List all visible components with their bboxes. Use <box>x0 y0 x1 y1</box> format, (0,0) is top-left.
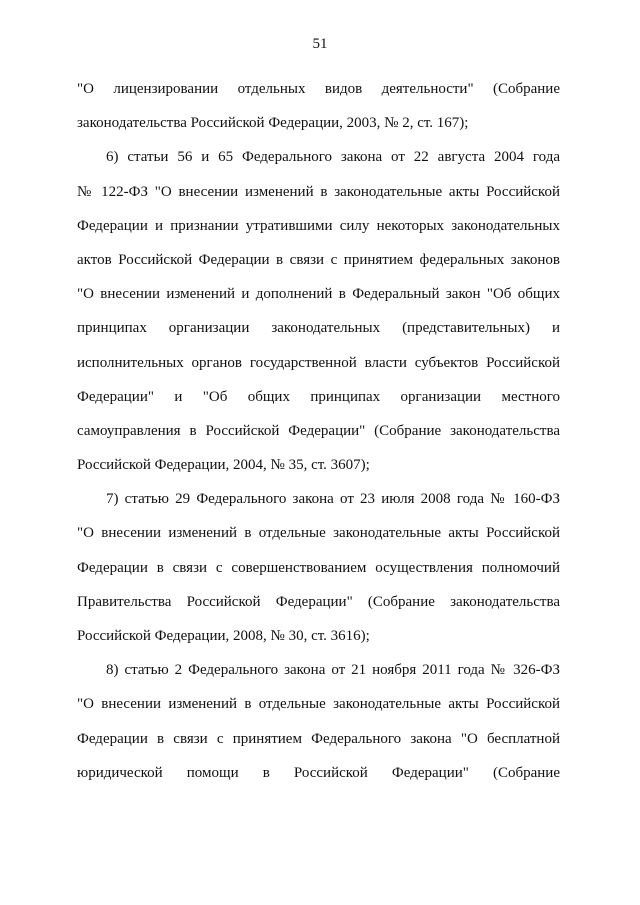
text-line: принципах организации законодательных (представительных) и <box>77 320 560 337</box>
text-line: самоуправления в Российской Федерации" (Собрание законодательства <box>77 422 560 439</box>
text-line: исполнительных органов государственной власти субъектов Российской <box>77 354 560 371</box>
page-number: 51 <box>312 36 328 52</box>
text-line: "О внесении изменений и дополнений в Федеральный закон "Об общих <box>77 286 560 303</box>
text-line: Российской Федерации, 2004, № 35, ст. 3607); <box>77 457 370 474</box>
text-line: юридической помощи в Российской Федерации" (Собрание <box>77 764 560 781</box>
text-line: законодательства Российской Федерации, 2003, № 2, ст. 167); <box>77 115 469 132</box>
text-line: 6) статьи 56 и 65 Федерального закона от 22 августа 2004 года <box>106 149 560 166</box>
text-line: "О внесении изменений в отдельные законодательные акты Российской <box>77 696 560 713</box>
text-line: Правительства Российской Федерации" (Собрание законодательства <box>77 593 560 610</box>
text-line: Федерации" и "Об общих принципах организации местного <box>77 388 560 405</box>
text-line: Федерации в связи с совершенствованием осуществления полномочий <box>77 559 560 576</box>
text-line: "О внесении изменений в отдельные законодательные акты Российской <box>77 525 560 542</box>
text-line: Федерации и признании утратившими силу некоторых законодательных <box>77 217 560 234</box>
text-line: № 122-ФЗ "О внесении изменений в законодательные акты Российской <box>77 183 560 200</box>
text-line: Федерации в связи с принятием Федерального закона "О бесплатной <box>77 730 560 747</box>
text-line: актов Российской Федерации в связи с принятием федеральных законов <box>77 251 560 268</box>
text-line: 8) статью 2 Федерального закона от 21 ноября 2011 года № 326-ФЗ <box>106 662 560 679</box>
text-line: 7) статью 29 Федерального закона от 23 июля 2008 года № 160-ФЗ <box>106 491 560 508</box>
document-body <box>77 72 560 790</box>
text-line: "О лицензировании отдельных видов деятельности" (Собрание <box>77 81 560 97</box>
text-line: Российской Федерации, 2008, № 30, ст. 3616); <box>77 628 370 644</box>
